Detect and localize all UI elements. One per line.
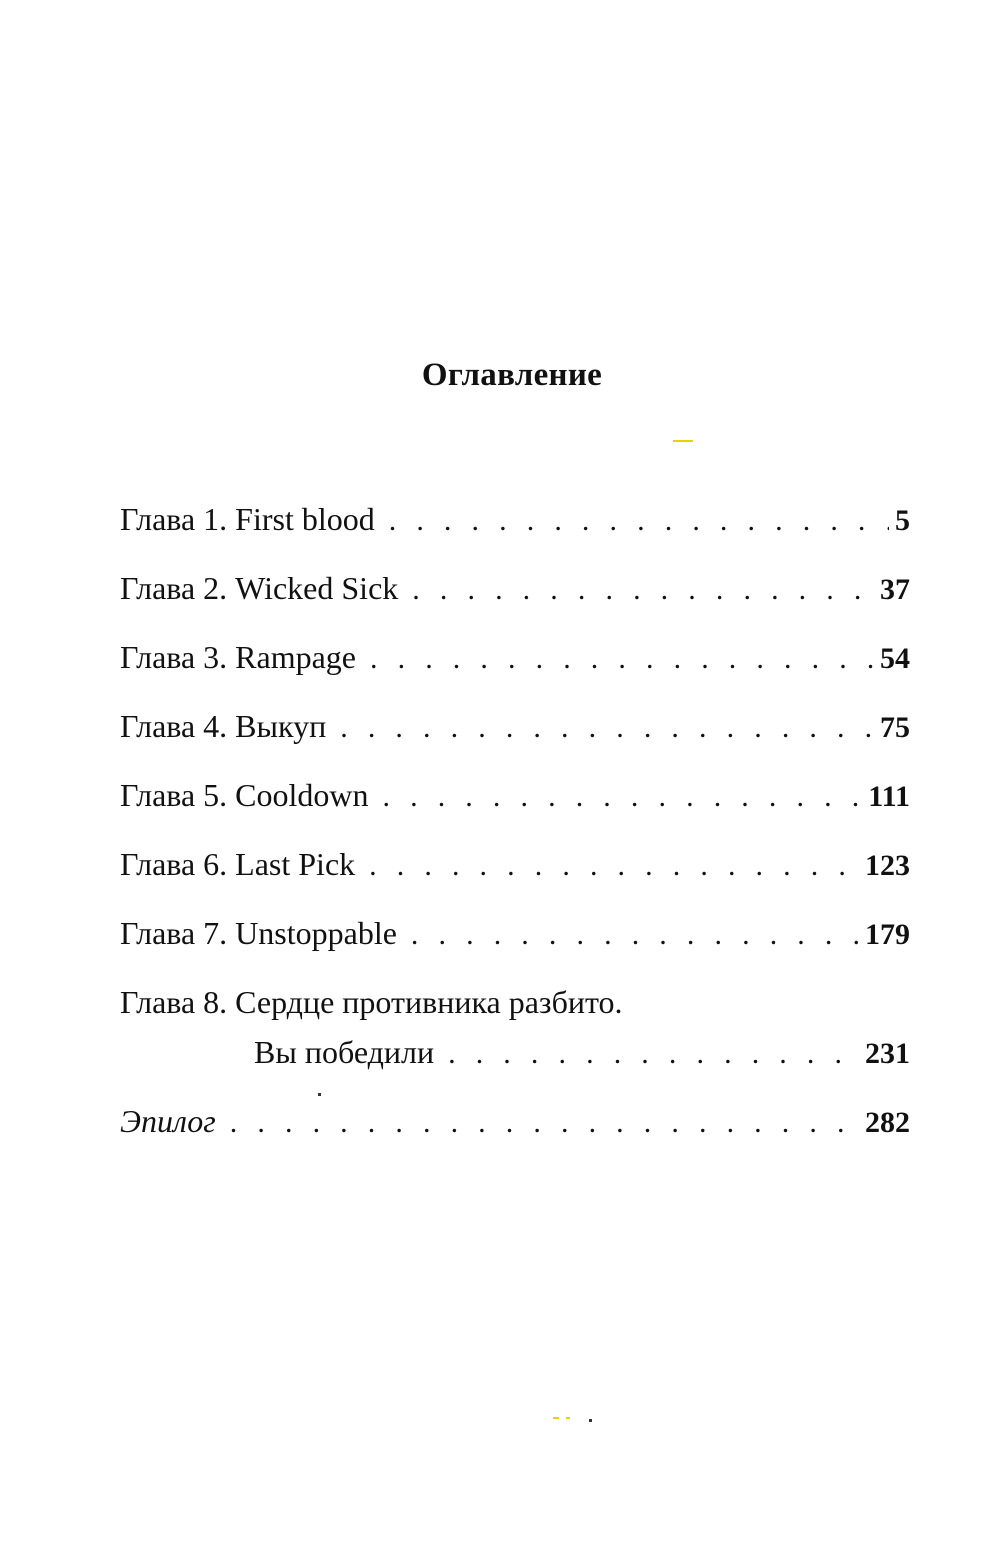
toc-entry-label bbox=[120, 496, 375, 542]
toc-entry-chapter-4[interactable] bbox=[120, 703, 910, 772]
chapter-prefix: Глава 5. bbox=[120, 777, 228, 813]
page-number: 231 bbox=[865, 1037, 910, 1070]
toc-entry-chapter-3[interactable] bbox=[120, 634, 910, 703]
dot-leader bbox=[340, 705, 874, 751]
table-of-contents bbox=[120, 496, 910, 1167]
ink-speck bbox=[318, 1093, 321, 1096]
chapter-title: Last Pick bbox=[235, 846, 356, 882]
ink-speck bbox=[553, 1417, 559, 1419]
chapter-prefix: Глава 8. bbox=[120, 984, 228, 1020]
chapter-title: Wicked Sick bbox=[235, 570, 399, 606]
chapter-prefix: Глава 6. bbox=[120, 846, 228, 882]
dot-leader bbox=[370, 636, 874, 682]
ink-speck bbox=[673, 440, 693, 442]
toc-entry-epilogue[interactable] bbox=[120, 1098, 910, 1167]
chapter-title: Rampage bbox=[235, 639, 356, 675]
dot-leader bbox=[448, 1031, 859, 1077]
toc-entry-label bbox=[120, 772, 369, 818]
toc-entry-label bbox=[120, 979, 623, 1025]
ink-speck bbox=[566, 1417, 570, 1419]
ink-speck bbox=[589, 1419, 592, 1422]
dot-leader bbox=[383, 774, 863, 820]
toc-entry-chapter-6[interactable] bbox=[120, 841, 910, 910]
dot-leader bbox=[411, 912, 859, 958]
chapter-prefix: Глава 7. bbox=[120, 915, 228, 951]
page-number: 111 bbox=[868, 780, 910, 813]
dot-leader bbox=[230, 1100, 859, 1146]
chapter-prefix: Глава 3. bbox=[120, 639, 228, 675]
toc-entry-chapter-5[interactable] bbox=[120, 772, 910, 841]
page-number: 282 bbox=[865, 1106, 910, 1139]
toc-entry-label bbox=[120, 841, 355, 887]
dot-leader bbox=[412, 567, 874, 613]
chapter-title: Сердце противника разбито. bbox=[235, 984, 623, 1020]
chapter-prefix: Глава 4. bbox=[120, 708, 228, 744]
toc-entry-label bbox=[120, 634, 356, 680]
dot-leader bbox=[389, 498, 889, 544]
chapter-title-continuation: Вы победили bbox=[254, 1034, 435, 1070]
epilogue-title: Эпилог bbox=[120, 1103, 216, 1139]
page-title: Оглавление bbox=[421, 357, 603, 393]
page-number: 75 bbox=[880, 711, 910, 744]
toc-entry-label bbox=[120, 565, 398, 611]
toc-entry-chapter-7[interactable] bbox=[120, 910, 910, 979]
page-number: 54 bbox=[880, 642, 910, 675]
chapter-title: Выкуп bbox=[235, 708, 327, 744]
toc-entry-label bbox=[120, 910, 397, 956]
page-number: 37 bbox=[880, 573, 910, 606]
toc-entry-chapter-1[interactable] bbox=[120, 496, 910, 565]
toc-entry-label bbox=[120, 703, 326, 749]
dot-leader bbox=[369, 843, 859, 889]
toc-entry-chapter-2[interactable] bbox=[120, 565, 910, 634]
chapter-title: First blood bbox=[235, 501, 375, 537]
toc-entry-chapter-8[interactable] bbox=[120, 979, 910, 1098]
chapter-prefix: Глава 1. bbox=[120, 501, 228, 537]
page-number: 123 bbox=[865, 849, 910, 882]
chapter-title: Cooldown bbox=[235, 777, 369, 813]
page-number: 179 bbox=[865, 918, 910, 951]
chapter-prefix: Глава 2. bbox=[120, 570, 228, 606]
page-number: 5 bbox=[895, 504, 910, 537]
chapter-title: Unstoppable bbox=[235, 915, 397, 951]
